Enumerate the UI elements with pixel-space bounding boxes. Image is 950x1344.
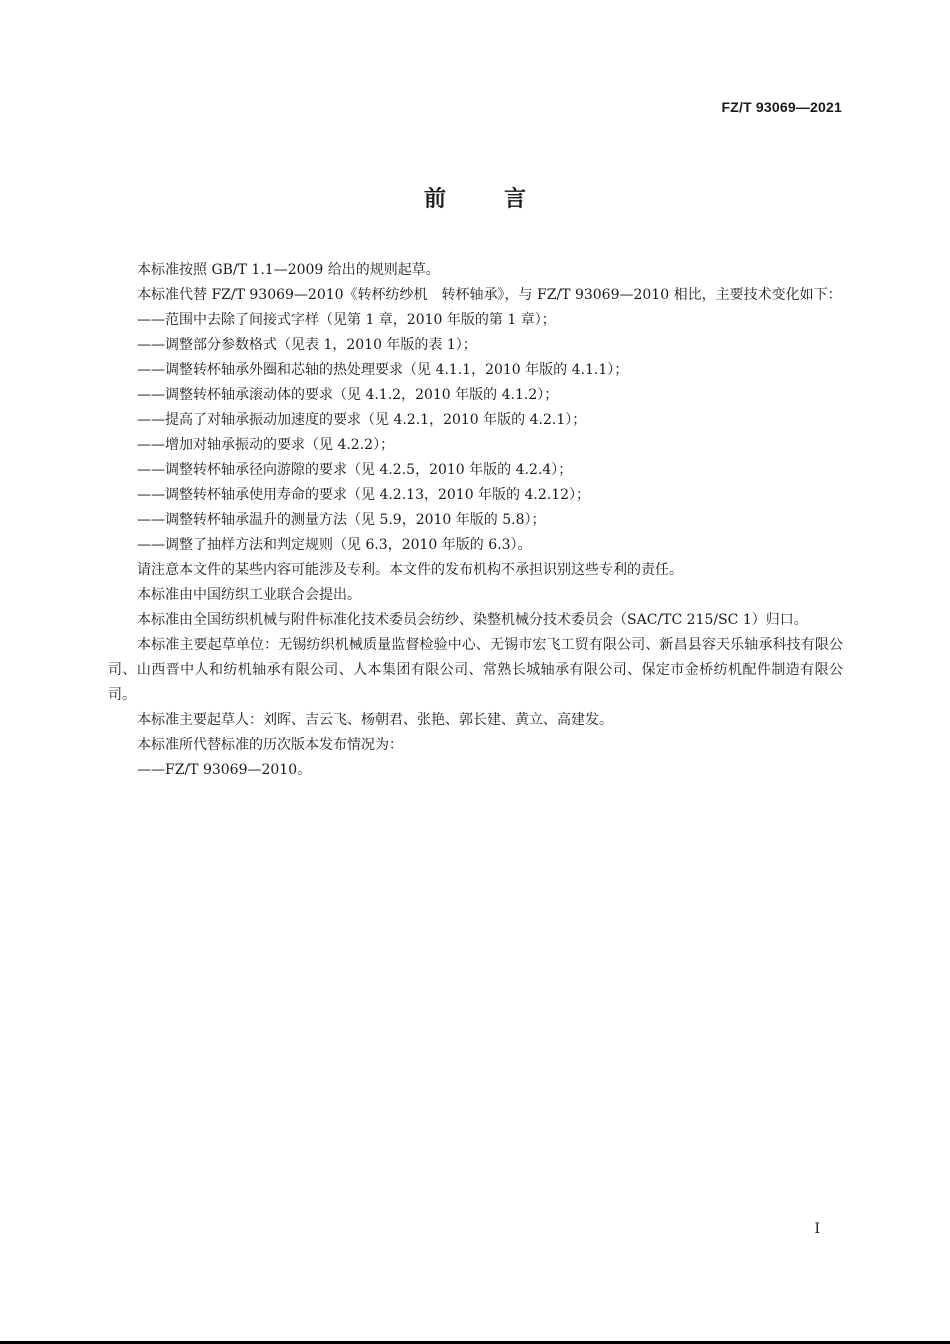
- paragraph-under-jurisdiction: 本标准由全国纺织机械与附件标准化技术委员会纺纱、染整机械分技术委员会（SAC/TC 215/SC 1）归口。: [137, 612, 808, 628]
- page-number: I: [814, 1221, 820, 1237]
- paragraph-drafting-rules: 本标准按照 GB/T 1.1—2009 给出的规则起草。: [137, 262, 440, 278]
- change-item: ——调整转杯轴承外圈和芯轴的热处理要求（见 4.1.1，2010 年版的 4.1.1）；: [137, 362, 629, 378]
- change-item: ——增加对轴承振动的要求（见 4.2.2）；: [137, 437, 395, 453]
- paragraph-drafters: 本标准主要起草人：刘晖、吉云飞、杨朝君、张艳、郭长建、黄立、高建发。: [137, 712, 613, 728]
- standard-number: FZ/T 93069—2021: [721, 99, 842, 115]
- change-item: ——范围中去除了间接式字样（见第 1 章，2010 年版的第 1 章）；: [137, 312, 556, 328]
- change-item: ——调整转杯轴承径向游隙的要求（见 4.2.5，2010 年版的 4.2.4）；: [137, 462, 573, 478]
- change-item: ——调整转杯轴承使用寿命的要求（见 4.2.13，2010 年版的 4.2.12）；: [137, 487, 591, 503]
- foreword-content: [108, 258, 843, 783]
- change-item: ——调整转杯轴承温升的测量方法（见 5.9，2010 年版的 5.8）；: [137, 512, 546, 528]
- page-title: 前言: [423, 187, 584, 212]
- paragraph-drafting-units: 本标准主要起草单位：无锡纺织机械质量监督检验中心、无锡市宏飞工贸有限公司、新昌县容天乐轴承科技有限公司、山西晋中人和纺机轴承有限公司、人本集团有限公司、常熟长城轴承有限公司、保定市金桥纺机配件制造有限公司。: [108, 637, 843, 703]
- change-item: ——调整了抽样方法和判定规则（见 6.3，2010 年版的 6.3）。: [137, 537, 532, 553]
- history-item: ——FZ/T 93069—2010。: [137, 762, 312, 778]
- change-item: ——调整部分参数格式（见表 1，2010 年版的表 1）；: [137, 337, 477, 353]
- paragraph-replaces: 本标准代替 FZ/T 93069—2010《转杯纺纱机 转杯轴承》，与 FZ/T 93069—2010 相比，主要技术变化如下：: [137, 287, 842, 303]
- paragraph-patent-notice: 请注意本文件的某些内容可能涉及专利。本文件的发布机构不承担识别这些专利的责任。: [137, 562, 683, 578]
- change-item: ——调整转杯轴承滚动体的要求（见 4.1.2，2010 年版的 4.1.2）；: [137, 387, 559, 403]
- paragraph-history-intro: 本标准所代替标准的历次版本发布情况为：: [137, 737, 403, 753]
- change-item: ——提高了对轴承振动加速度的要求（见 4.2.1，2010 年版的 4.2.1）；: [137, 412, 587, 428]
- paragraph-proposed-by: 本标准由中国纺织工业联合会提出。: [137, 587, 361, 603]
